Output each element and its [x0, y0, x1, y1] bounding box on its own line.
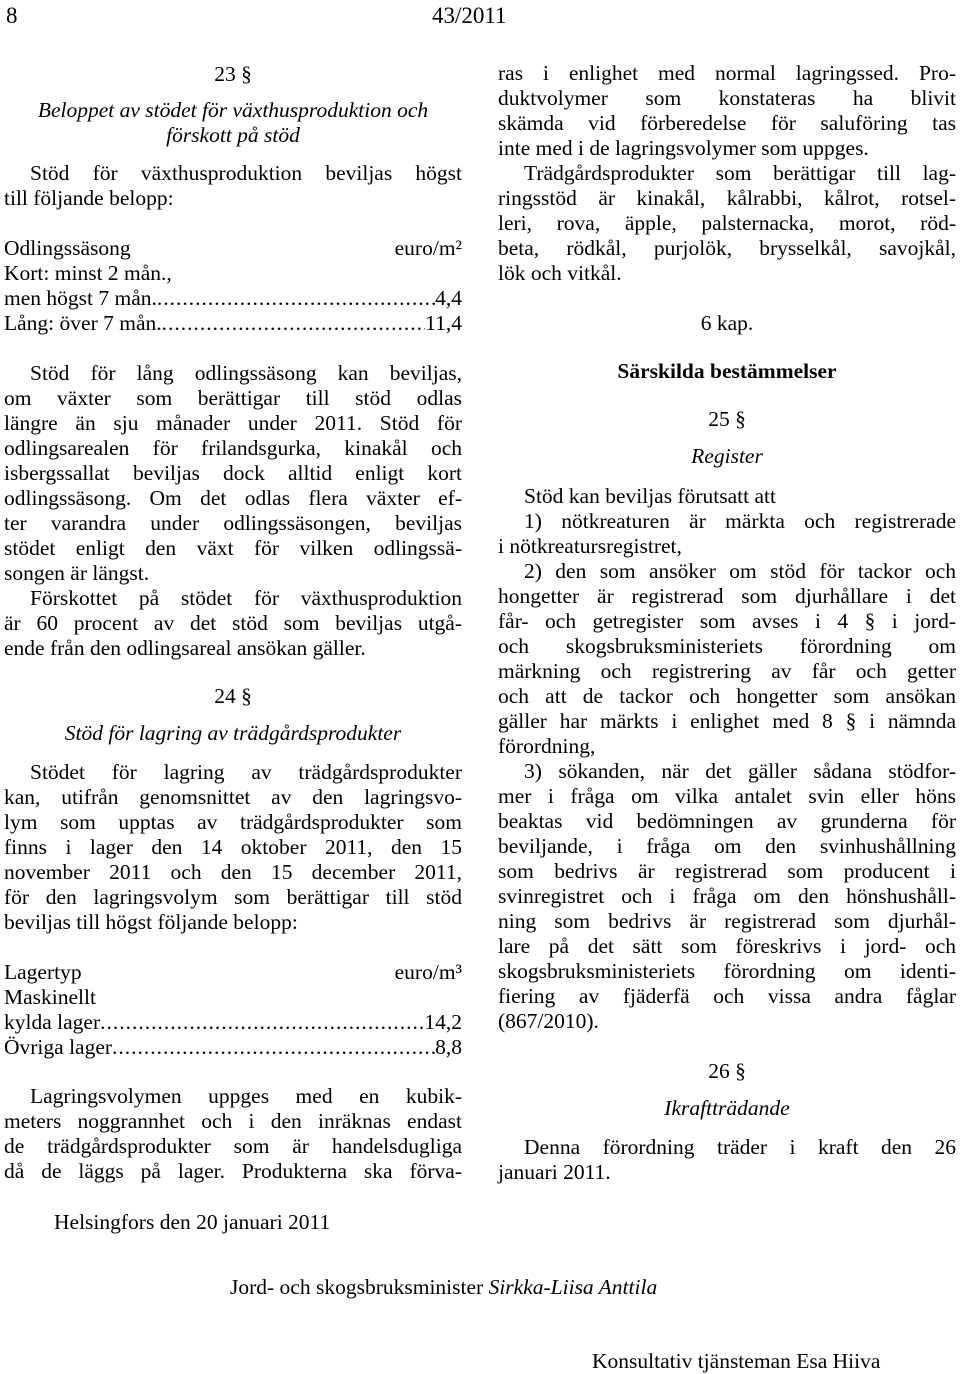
issue-number: 43/2011	[432, 3, 507, 28]
section-25-para-line: märkning och registrering av får och getter	[498, 659, 956, 683]
section-25-para-line: och att de tackor och hongetter som ansökan	[498, 684, 956, 708]
continuation-line: skämda vid förberedelse för saluföring tas	[498, 111, 956, 135]
continuation-line: Trädgårdsprodukter som berättigar till lag-	[524, 161, 956, 185]
continuation-line: ringsstöd är kinakål, kålrabbi, kålrot, rotsel-	[498, 186, 956, 210]
section-23-para-line: Förskottet på stödet för växthusproduktion	[30, 586, 462, 610]
section-23-para-line: ter varandra under odlingssäsongen, beviljas	[4, 511, 462, 535]
table-row-other-storage: Övriga lager ..... 8,8	[4, 1035, 462, 1060]
table-header-season: Odlingssäsong	[4, 236, 131, 260]
section-23-para-line: ende från den odlingsareal ansökan gäller.	[4, 636, 366, 660]
section-23-para-line: odlingsarealen för frilandsgurka, kinakål och	[4, 436, 462, 460]
table-row-long: Lång: över 7 mån. ..... 11,4	[4, 311, 462, 336]
section-23-para-line: isbergssallat beviljas dock alltid enligt kort	[4, 461, 462, 485]
section-25-para-line: skogsbruksministeriets förordning om identi-	[498, 959, 956, 983]
continuation-line: duktvolymer som konstateras ha blivit	[498, 86, 956, 110]
chapter-number: 6 kap.	[700, 311, 754, 335]
table-header-storage-unit: euro/m³	[394, 960, 462, 984]
page-number: 8	[6, 3, 18, 28]
section-25-para-line: 2) den som ansöker om stöd för tackor och	[524, 559, 956, 583]
section-25-para-line: svinregistret och i fråga om den hönshushåll-	[498, 884, 956, 908]
section-24-para-line: finns i lager den 14 oktober 2011, den 15	[4, 835, 462, 859]
section-23-number: 23 §	[214, 62, 252, 86]
table-row-mechanical-line2: kylda lager ..... 14,2	[4, 1010, 462, 1035]
section-26-para-line: januari 2011.	[498, 1160, 611, 1184]
table-header-unit: euro/m²	[394, 236, 462, 260]
section-25-number: 25 §	[708, 407, 746, 431]
section-24-para-line: november 2011 och den 15 december 2011,	[4, 860, 462, 884]
section-25-para-line: och skogsbruksministeriets förordning om	[498, 634, 956, 658]
table-header-storage-type: Lagertyp	[4, 960, 82, 984]
section-26-para-line: Denna förordning träder i kraft den 26	[524, 1135, 956, 1159]
section-24-para2-line: meters noggrannhet och i den inräknas endast	[4, 1109, 462, 1133]
section-26-title: Ikraftträdande	[664, 1096, 790, 1120]
section-25-para-line: 3) sökanden, när det gäller sådana stödfor-	[524, 759, 956, 783]
section-23-title-line1: Beloppet av stödet för växthusproduktion och	[37, 98, 429, 122]
table-row-mechanical-line1: Maskinellt	[4, 985, 96, 1009]
section-25-para-line: mer i fråga om vilka antalet svin eller höns	[498, 784, 956, 808]
section-25-para-line: som bedrivs är registrerad som producent i	[498, 859, 956, 883]
section-25-para-line: beaktas vid bedömningen av grunderna för	[498, 809, 956, 833]
official-signature: Konsultativ tjänsteman Esa Hiiva	[592, 1349, 881, 1373]
section-24-para2-line: Lagringsvolymen uppges med en kubik-	[30, 1084, 462, 1108]
section-25-para-line: hongetter är registrerad som djurhållare i det	[498, 584, 956, 608]
continuation-line: lök och vitkål.	[498, 261, 622, 285]
minister-name: Sirkka-Liisa Anttila	[488, 1275, 658, 1299]
section-23-intro-line1: Stöd för växthusproduktion beviljas högst	[30, 161, 462, 185]
chapter-title: Särskilda bestämmelser	[617, 359, 837, 383]
section-23-para-line: songen är längst.	[4, 561, 150, 585]
section-24-para-line: för den lagringsvolym som berättigar till stöd	[4, 885, 462, 909]
section-23-para-line: Stöd för lång odlingssäsong kan beviljas,	[30, 361, 462, 385]
section-23-para-line: längre än sju månader under 2011. Stöd för	[4, 411, 462, 435]
continuation-line: ras i enlighet med normal lagringssed. Pro-	[498, 61, 956, 85]
section-25-para-line: gäller har märkts i enlighet med 8 § i nämnda	[498, 709, 956, 733]
section-25-para-line: ning som bedrivs är registrerad som djurhål-	[498, 909, 956, 933]
section-24-title: Stöd för lagring av trädgårdsprodukter	[64, 721, 402, 745]
section-25-para-line: (867/2010).	[498, 1009, 599, 1033]
continuation-line: leri, rova, äpple, palsternacka, morot, röd-	[498, 211, 956, 235]
section-24-para2-line: de trädgårdsprodukter som är handelsdugliga	[4, 1134, 462, 1158]
section-25-para-line: Stöd kan beviljas förutsatt att	[524, 484, 776, 508]
section-24-para-line: beviljas till högst följande belopp:	[4, 910, 298, 934]
section-25-title: Register	[691, 444, 763, 468]
section-23-title-line2: förskott på stöd	[166, 123, 300, 147]
section-23-para-line: är 60 procent av det stöd som beviljas utgå-	[4, 611, 462, 635]
minister-signature	[230, 1275, 657, 1300]
section-23-intro-line2: till följande belopp:	[4, 186, 174, 210]
minister-title: Jord- och skogsbruksminister	[230, 1275, 484, 1299]
table-row-short-line2: men högst 7 mån. ..... 4,4	[4, 286, 462, 311]
section-25-para-line: 1) nötkreaturen är märkta och registrerade	[524, 509, 956, 533]
section-25-para-line: får- och getregister som avses i 4 § i jord-	[498, 609, 956, 633]
table-row-short-line1: Kort: minst 2 mån.,	[4, 261, 172, 285]
section-26-number: 26 §	[708, 1059, 746, 1083]
section-23-para-line: om växter som berättigar till stöd odlas	[4, 386, 462, 410]
section-25-para-line: i nötkreatursregistret,	[498, 534, 682, 558]
section-24-para-line: lym som upptas av trädgårdsprodukter som	[4, 810, 462, 834]
section-24-para2-line: då de läggs på lager. Produkterna ska förva-	[4, 1159, 462, 1183]
place-and-date: Helsingfors den 20 januari 2011	[54, 1210, 331, 1234]
section-25-para-line: fiering av fjäderfä och vissa andra fåglar	[498, 984, 956, 1008]
section-24-para-line: kan, utifrån genomsnittet av den lagringsvo-	[4, 785, 462, 809]
section-25-para-line: beviljande, i fråga om den svinhushållning	[498, 834, 956, 858]
continuation-line: beta, rödkål, purjolök, brysselkål, savojkål,	[498, 236, 956, 260]
section-24-number: 24 §	[214, 684, 252, 708]
section-23-para-line: stödet enligt den växt för vilken odlingssä-	[4, 536, 462, 560]
section-25-para-line: förordning,	[498, 734, 596, 758]
section-25-para-line: lare på det sätt som föreskrivs i jord- och	[498, 934, 956, 958]
continuation-line: inte med i de lagringsvolymer som uppges.	[498, 136, 869, 160]
section-24-para-line: Stödet för lagring av trädgårdsprodukter	[30, 760, 462, 784]
section-23-para-line: odlingssäsong. Om det odlas flera växter ef-	[4, 486, 462, 510]
